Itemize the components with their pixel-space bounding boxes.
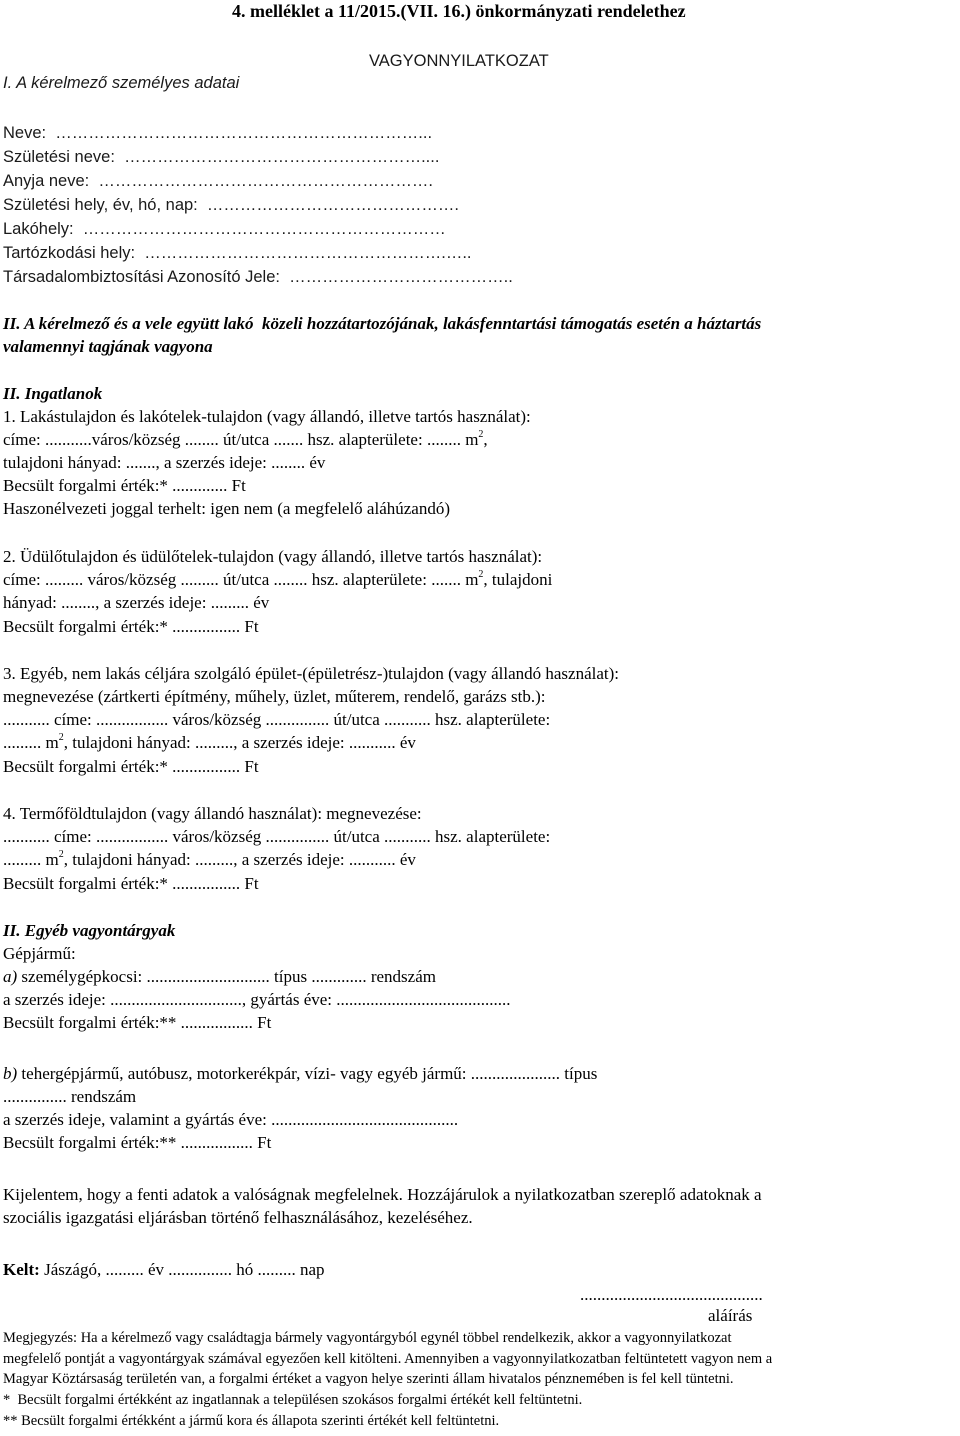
item2-share-line[interactable]: hányad: ........, a szerzés ideje: ......... év [3,593,270,612]
other-vehicle-acquisition-line[interactable]: a szerzés ideje, valamint a gyártás éve: ............................................ [3,1110,459,1129]
item1-usufruct-line[interactable]: Haszonélvezeti joggal terhelt: igen nem (a megfelelő aláhúzandó) [3,499,450,518]
declaration-line-2: szociális igazgatási eljárásban történő felhasználásához, kezeléséhez. [3,1208,473,1227]
other-vehicle-value-line[interactable]: Becsült forgalmi érték:** ................. Ft [3,1133,272,1152]
item2-address-text: címe: ......... város/község ......... út/utca ........ hsz. alapterülete: ....... m [3,570,479,589]
item4-title: 4. Termőföldtulajdon (vagy állandó használat): megnevezése: [3,804,422,823]
item3-value-line[interactable]: Becsült forgalmi érték:* ................ Ft [3,757,259,776]
signature-label: aláírás [708,1306,753,1325]
item3-designation-line: megnevezése (zártkerti építmény, műhely, üzlet, műterem, rendelő, garázs stb.): [3,687,546,706]
item2-sup: 2 [478,569,484,581]
section-personal-heading: I. A kérelmező személyes adatai [3,74,240,92]
item3-sup: 2 [58,732,64,744]
item4-area-text: ......... m [3,850,59,869]
field-stay-address[interactable]: Tartózkodási hely: ……………………………………………….….. [3,244,472,262]
item1-address-tail: , [483,430,488,449]
field-name[interactable]: Neve: …………………………………………………………... [3,124,433,142]
item4-share-text: , tulajdoni hányad: ........., a szerzés ideje: ........... év [63,850,416,869]
note-line-3: Magyar Köztársaság területén van, a forgalmi értéket a vagyon helye szerinti állam hivatalos pénznemében is fel kell tüntetni. [3,1371,734,1387]
note-line-5: ** Becsült forgalmi értékként a jármű kora és állapota szerinti értékét kell feltüntetni. [3,1413,500,1429]
vehicle-label: Gépjármű: [3,944,76,963]
date-text: Jászágó, ......... év ............... hó ......... nap [39,1260,325,1279]
section-assets-heading-2: valamennyi tagjának vagyona [3,337,213,356]
field-birth-name[interactable]: Születési neve: ……………………………………………….... [3,148,440,166]
item1-sup: 2 [478,429,484,441]
annex-reference: 4. melléklet a 11/2015.(VII. 16.) önkormányzati rendelethez [232,1,686,21]
item3-area-text: ......... m [3,733,59,752]
field-taj[interactable]: Társadalombiztosítási Azonosító Jele: ………………………………….. [3,268,513,286]
item4-sup: 2 [58,849,64,861]
section-assets-heading-1: II. A kérelmező és a vele együtt lakó közeli hozzátartozójának, lakásfenntartási támogatás esetén a háztartás [3,314,762,333]
other-vehicle-text: tehergépjármű, autóbusz, motorkerékpár, vízi- vagy egyéb jármű: ..................... típus [17,1064,598,1083]
other-assets-heading: II. Egyéb vagyontárgyak [3,921,176,940]
item3-share-line[interactable] [3,732,416,754]
signature-dots[interactable]: ........................................... [580,1285,763,1304]
item3-share-text: , tulajdoni hányad: ........., a szerzés ideje: ........... év [63,733,416,752]
item4-address-line[interactable]: ........... címe: ................. város/község ............... út/utca ........... hsz. alapterülete: [3,827,551,846]
item2-title: 2. Üdülőtulajdon és üdülőtelek-tulajdon (vagy állandó, illetve tartós használat): [3,547,543,566]
item1-address-line[interactable] [3,429,488,451]
item4-value-line[interactable]: Becsült forgalmi érték:* ................ Ft [3,874,259,893]
date-line[interactable] [3,1259,325,1281]
item2-value-line[interactable]: Becsült forgalmi érték:* ................ Ft [3,617,259,636]
item2-address-line[interactable] [3,569,552,591]
item4-share-line[interactable] [3,849,416,871]
declaration-line-1: Kijelentem, hogy a fenti adatok a valóságnak megfelelnek. Hozzájárulok a nyilatkozatban szereplő adatoknak a [3,1185,762,1204]
other-vehicle-label: b) [3,1064,18,1083]
item1-value-line[interactable]: Becsült forgalmi érték:* ............. Ft [3,476,246,495]
item3-address-line[interactable]: ........... címe: ................. város/község ............... út/utca ........... hsz. alapterülete: [3,710,551,729]
car-acquisition-line[interactable]: a szerzés ideje: ..............................., gyártás éve: ......................................... [3,990,511,1009]
item1-address-text: címe: ...........város/község ........ út/utca ....... hsz. alapterülete: ........ m [3,430,479,449]
item1-share-line[interactable]: tulajdoni hányad: ......., a szerzés ideje: ........ év [3,453,326,472]
other-vehicle-line[interactable] [3,1063,597,1085]
realestate-heading: II. Ingatlanok [3,384,103,403]
field-residence[interactable]: Lakóhely: ………………………………………………………… [3,220,446,238]
other-vehicle-plate-line[interactable]: ............... rendszám [3,1087,137,1106]
field-birth-place-date[interactable]: Születési hely, év, hó, nap: ………………………………………. [3,196,460,214]
kelt-label: Kelt: [3,1260,40,1279]
note-line-1: Megjegyzés: Ha a kérelmező vagy családtagja bármely vagyontárgyból egynél többel rendelkezik, akkor a vagyonnyilatkozat [3,1330,732,1346]
car-value-line[interactable]: Becsült forgalmi érték:** ................. Ft [3,1013,272,1032]
note-line-4: * Becsült forgalmi értékként az ingatlannak a településen szokásos forgalmi értékét kell feltüntetni. [3,1392,583,1408]
form-title: VAGYONNYILATKOZAT [369,52,549,70]
car-label: a) [3,967,18,986]
note-line-2: megfelelő pontját a vagyontárgyak számával egyezően kell kitölteni. Amennyiben a vagyonnyilatkozatban feltüntetett vagyon nem a [3,1351,773,1367]
item1-title: 1. Lakástulajdon és lakótelek-tulajdon (vagy állandó, illetve tartós használat): [3,407,531,426]
car-text: személygépkocsi: ............................. típus ............. rendszám [17,967,436,986]
item2-address-tail: , tulajdoni [483,570,553,589]
car-line[interactable] [3,966,436,988]
item3-title: 3. Egyéb, nem lakás céljára szolgáló épület-(épületrész-)tulajdon (vagy állandó használat): [3,664,619,683]
field-mother-name[interactable]: Anyja neve: ……………………………………………………. [3,172,433,190]
